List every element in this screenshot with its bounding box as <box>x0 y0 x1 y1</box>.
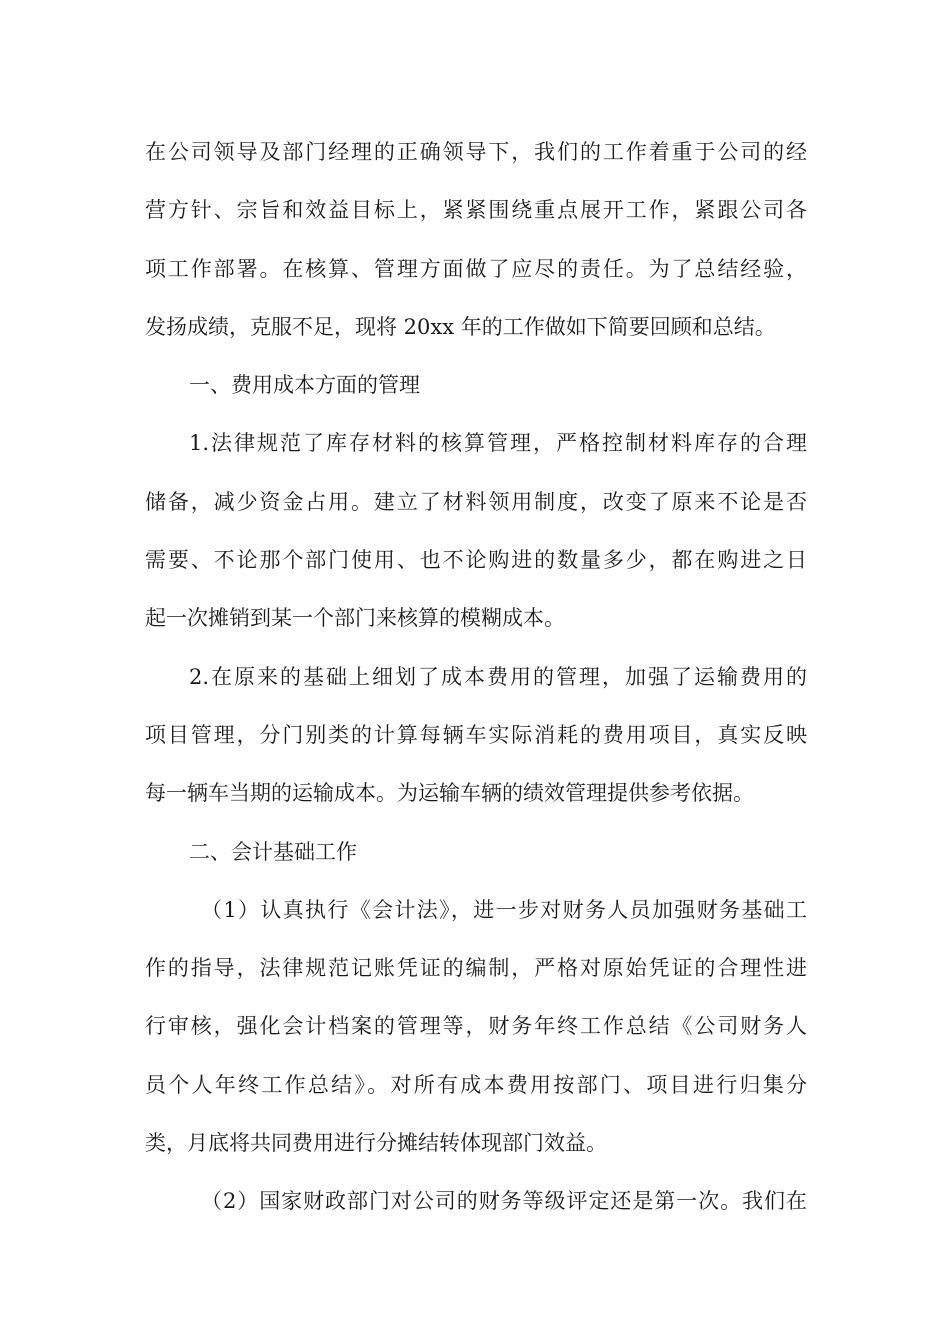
document-body <box>145 130 807 1238</box>
paragraph-line: 储备，减少资金占用。建立了材料领用制度，改变了原来不论是否 <box>145 489 807 514</box>
paragraph-line: 项工作部署。在核算、管理方面做了应尽的责任。为了总结经验， <box>145 256 807 281</box>
section-heading: 一、费用成本方面的管理 <box>189 373 420 398</box>
paragraph-line: 行审核，强化会计档案的管理等，财务年终工作总结《公司财务人 <box>145 1014 807 1039</box>
paragraph-line: 员个人年终工作总结》。对所有成本费用按部门、项目进行归集分 <box>145 1072 807 1097</box>
paragraph-line: 需要、不论那个部门使用、也不论购进的数量多少，都在购进之日 <box>145 548 807 573</box>
paragraph-line: 在公司领导及部门经理的正确领导下，我们的工作着重于公司的经 <box>145 140 807 164</box>
paragraph-line: （1）认真执行《会计法》，进一步对财务人员加强财务基础工 <box>201 897 807 922</box>
paragraph-line: （2）国家财政部门对公司的财务等级评定还是第一次。我们在 <box>201 1189 807 1214</box>
paragraph-line: 起一次摊销到某一个部门来核算的模糊成本。 <box>145 606 565 631</box>
paragraph-line: 2.在原来的基础上细划了成本费用的管理，加强了运输费用的 <box>189 664 807 689</box>
paragraph-line: 类，月底将共同费用进行分摊结转体现部门效益。 <box>145 1131 607 1156</box>
paragraph-line: 1.法律规范了库存材料的核算管理，严格控制材料库存的合理 <box>189 431 807 456</box>
section-heading: 二、会计基础工作 <box>189 839 357 864</box>
paragraph-line: 作的指导，法律规范记账凭证的编制，严格对原始凭证的合理性进 <box>145 956 807 981</box>
paragraph-line: 营方针、宗旨和效益目标上，紧紧围绕重点展开工作，紧跟公司各 <box>145 198 807 223</box>
paragraph-line: 项目管理，分门别类的计算每辆车实际消耗的费用项目，真实反映 <box>145 722 807 747</box>
paragraph-line: 每一辆车当期的运输成本。为运输车辆的绩效管理提供参考依据。 <box>145 781 754 806</box>
paragraph-line: 发扬成绩，克服不足，现将 20xx 年的工作做如下简要回顾和总结。 <box>145 314 776 339</box>
